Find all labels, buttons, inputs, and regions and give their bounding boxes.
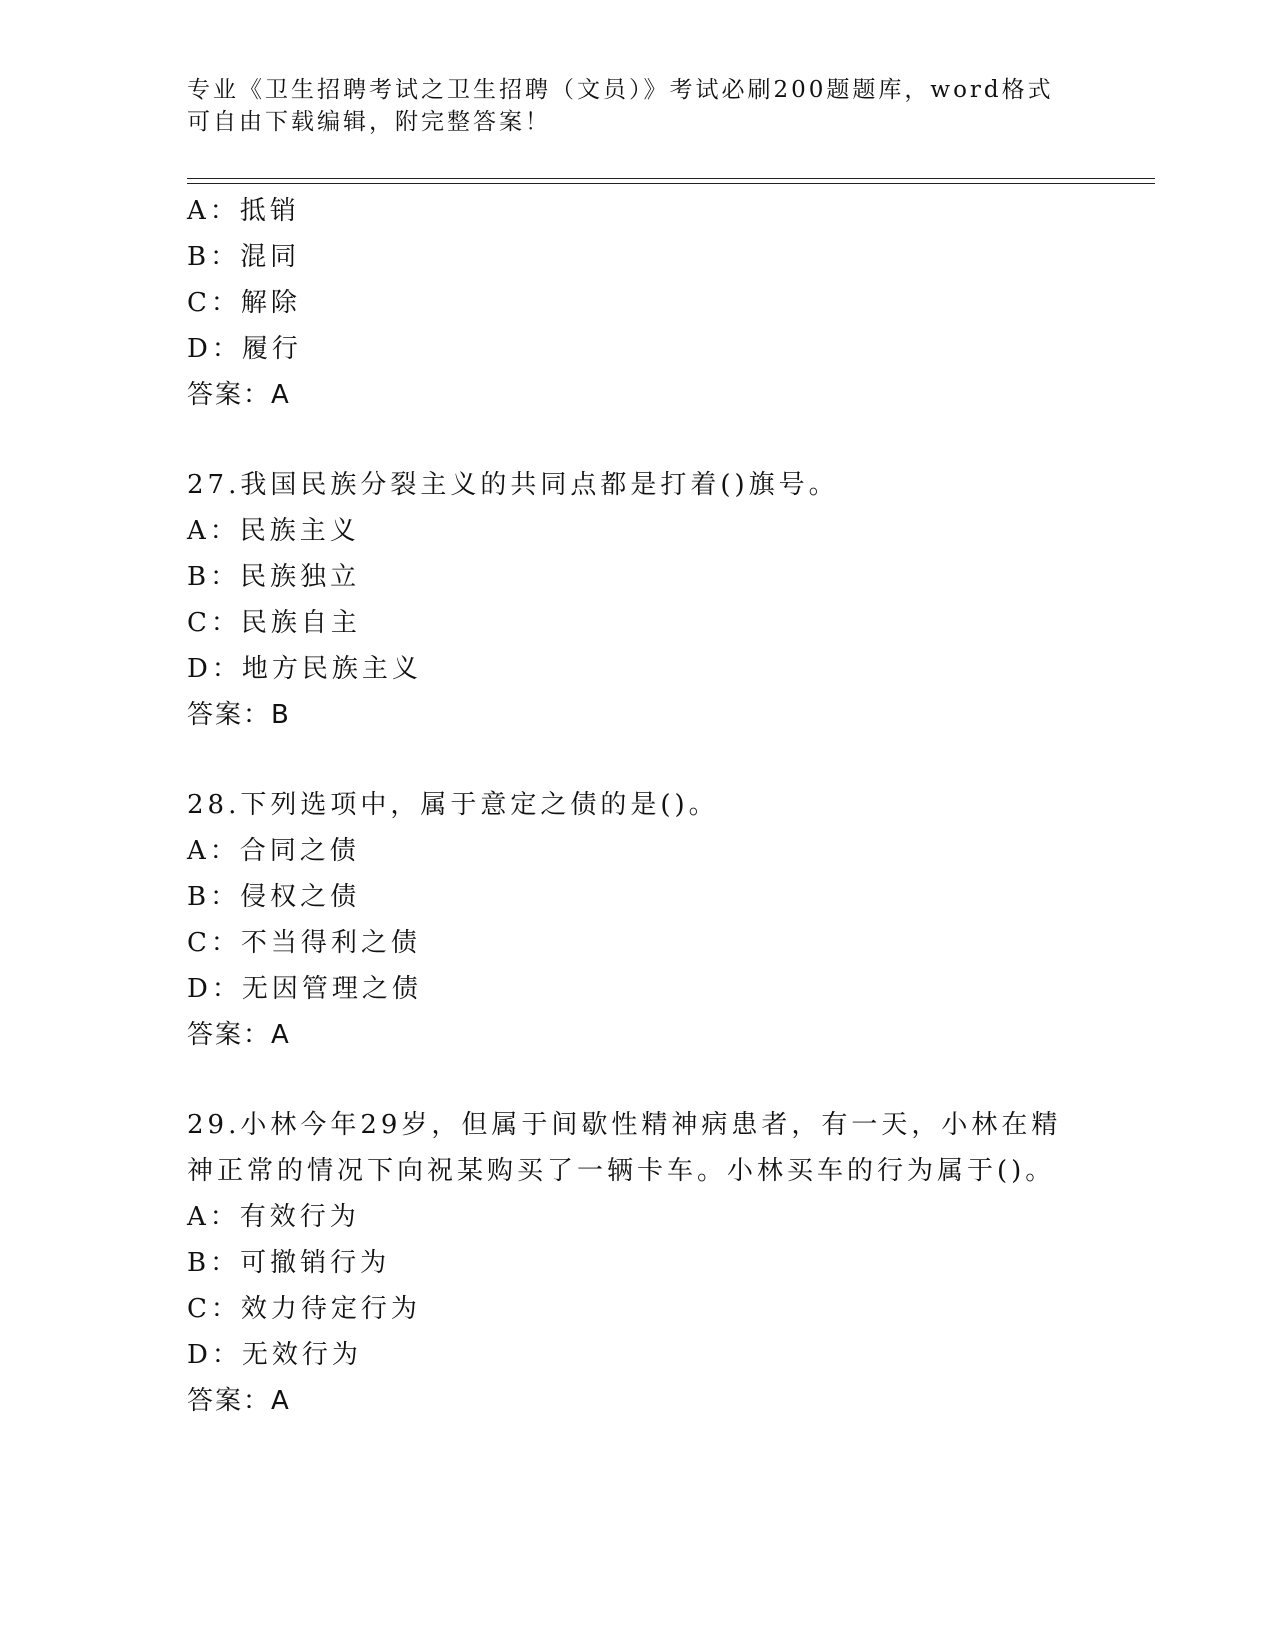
- option-c: C：解除: [187, 288, 301, 318]
- option-c: C：不当得利之债: [187, 928, 421, 958]
- answer-line: 答案：A: [187, 1020, 291, 1050]
- option-a: A：有效行为: [187, 1202, 360, 1232]
- question-text: 28.下列选项中，属于意定之债的是()。: [187, 790, 719, 820]
- document-header: 专业《卫生招聘考试之卫生招聘（文员）》考试必刷200题题库，word格式可自由下载编辑，附完整答案！: [187, 77, 1054, 135]
- option-d: D：无因管理之债: [187, 974, 422, 1004]
- question-block-28: [187, 782, 1147, 1058]
- question-text: 29.小林今年29岁，但属于间歇性精神病患者，有一天，小林在精神正常的情况下向祝某购买了一辆卡车。小林买车的行为属于()。: [187, 1110, 1062, 1186]
- option-d: D：无效行为: [187, 1340, 362, 1370]
- option-c: C：民族自主: [187, 608, 361, 638]
- option-d: D：地方民族主义: [187, 654, 422, 684]
- answer-line: 答案：A: [187, 380, 291, 410]
- answer-line: 答案：B: [187, 700, 291, 730]
- question-text: 27.我国民族分裂主义的共同点都是打着()旗号。: [187, 470, 839, 500]
- option-b: B：民族独立: [187, 562, 361, 592]
- answer-line: 答案：A: [187, 1386, 291, 1416]
- option-a: A：民族主义: [187, 516, 360, 546]
- option-b: B：混同: [187, 242, 301, 272]
- question-block-26: [187, 188, 1147, 418]
- option-b: B：可撤销行为: [187, 1248, 391, 1278]
- option-d: D：履行: [187, 334, 302, 364]
- header-divider-top: [187, 178, 1155, 179]
- option-c: C：效力待定行为: [187, 1294, 421, 1324]
- question-block-29: [187, 1102, 1147, 1424]
- header-divider-bottom: [187, 183, 1155, 184]
- option-a: A：抵销: [187, 196, 300, 226]
- option-b: B：侵权之债: [187, 882, 361, 912]
- option-a: A：合同之债: [187, 836, 360, 866]
- question-list: [187, 188, 1147, 1424]
- question-block-27: [187, 462, 1147, 738]
